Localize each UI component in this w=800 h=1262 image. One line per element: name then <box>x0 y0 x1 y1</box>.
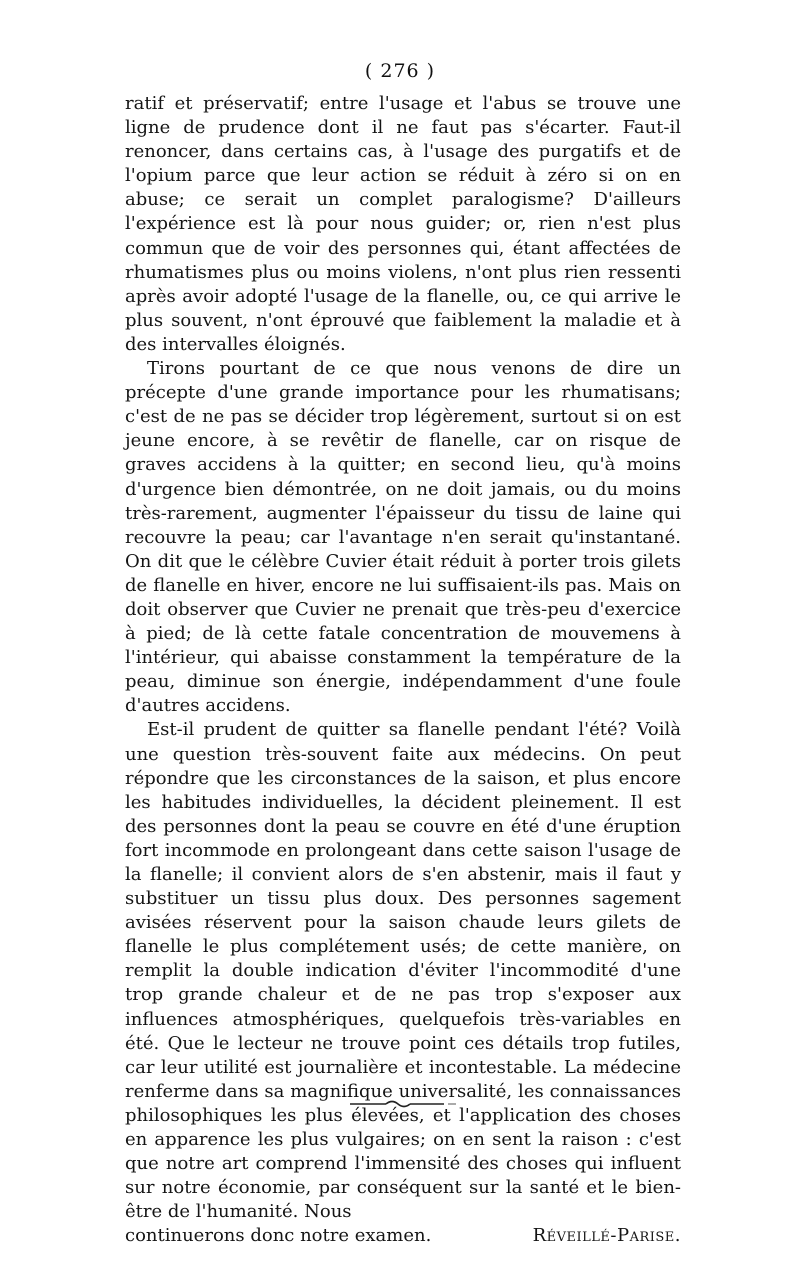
page-number: ( 276 ) <box>364 60 436 82</box>
paragraph-2: Tirons pourtant de ce que nous venons de dire un précepte d'une grande importance pour les rhumatisans; c'est de ne pas se décider trop légèrement, surtout si on est jeune encore, à se revêtir de flanelle, car on risque de graves accidens à la quitter; en second lieu, qu'à moins d'urgence bien démontrée, on ne doit jamais, ou du moins très-rarement, augmenter l'épaisseur du tissu de laine qui recouvre la peau; car l'avantage n'en serait qu'instantané. On dit que le célèbre Cuvier était réduit à porter trois gilets de flanelle en hiver, encore ne lui suffisaient-ils pas. Mais on doit observer que Cuvier ne prenait que très-peu d'exercice à pied; de là cette fatale concentration de mouvemens à l'intérieur, qui abaisse constamment la température de la peau, diminue son énergie, indépendamment d'une foule d'autres accidens. <box>125 358 681 717</box>
author-signature: Réveillé-Parise. <box>532 1225 681 1247</box>
article-body <box>125 92 681 1249</box>
end-ornament <box>348 1098 458 1110</box>
closing-line <box>125 1224 681 1248</box>
paragraph-1: ratif et préservatif; entre l'usage et l'abus se trouve une ligne de prudence dont il ne faut pas s'écarter. Faut-il renoncer, dans certains cas, à l'usage des purgatifs et de l'opium parce que leur action se réduit à zéro si on en abuse; ce serait un complet paralogisme? D'ailleurs l'expérience est là pour nous guider; or, rien n'est plus commun que de voir des personnes qui, étant affectées de rhumatismes plus ou moins violens, n'ont plus rien ressenti après avoir adopté l'usage de la flanelle, ou, ce qui arrive le plus souvent, n'ont éprouvé que faiblement la maladie et à des intervalles éloignés. <box>125 93 681 355</box>
paragraph-3: Est-il prudent de quitter sa flanelle pendant l'été? Voilà une question très-souvent faite aux médecins. On peut répondre que les circonstances de la saison, et plus encore les habitudes individuelles, la décident pleinement. Il est des personnes dont la peau se couvre en été d'une éruption fort incommode en prolongeant dans cette saison l'usage de la flanelle; il convient alors de s'en abstenir, mais il faut y substituer un tissu plus doux. Des personnes sagement avisées réservent pour la saison chaude leurs gilets de flanelle le plus complétement usés; de cette manière, on remplit la double indication d'éviter l'incommodité d'une trop grande chaleur et de ne pas trop s'exposer aux influences atmosphériques, quelquefois très-variables en été. Que le lecteur ne trouve point ces détails trop futiles, car leur utilité est journalière et incontestable. La médecine renferme dans sa magnifique universalité, les connaissances philosophiques les plus élevées, et l'application des choses en apparence les plus vulgaires; on en sent la raison : c'est que notre art comprend l'immensité des choses qui influent sur notre économie, par conséquent sur la santé et le bien-être de l'humanité. Nous <box>125 719 681 1223</box>
closing-text: continuerons donc notre examen. <box>125 1225 432 1247</box>
